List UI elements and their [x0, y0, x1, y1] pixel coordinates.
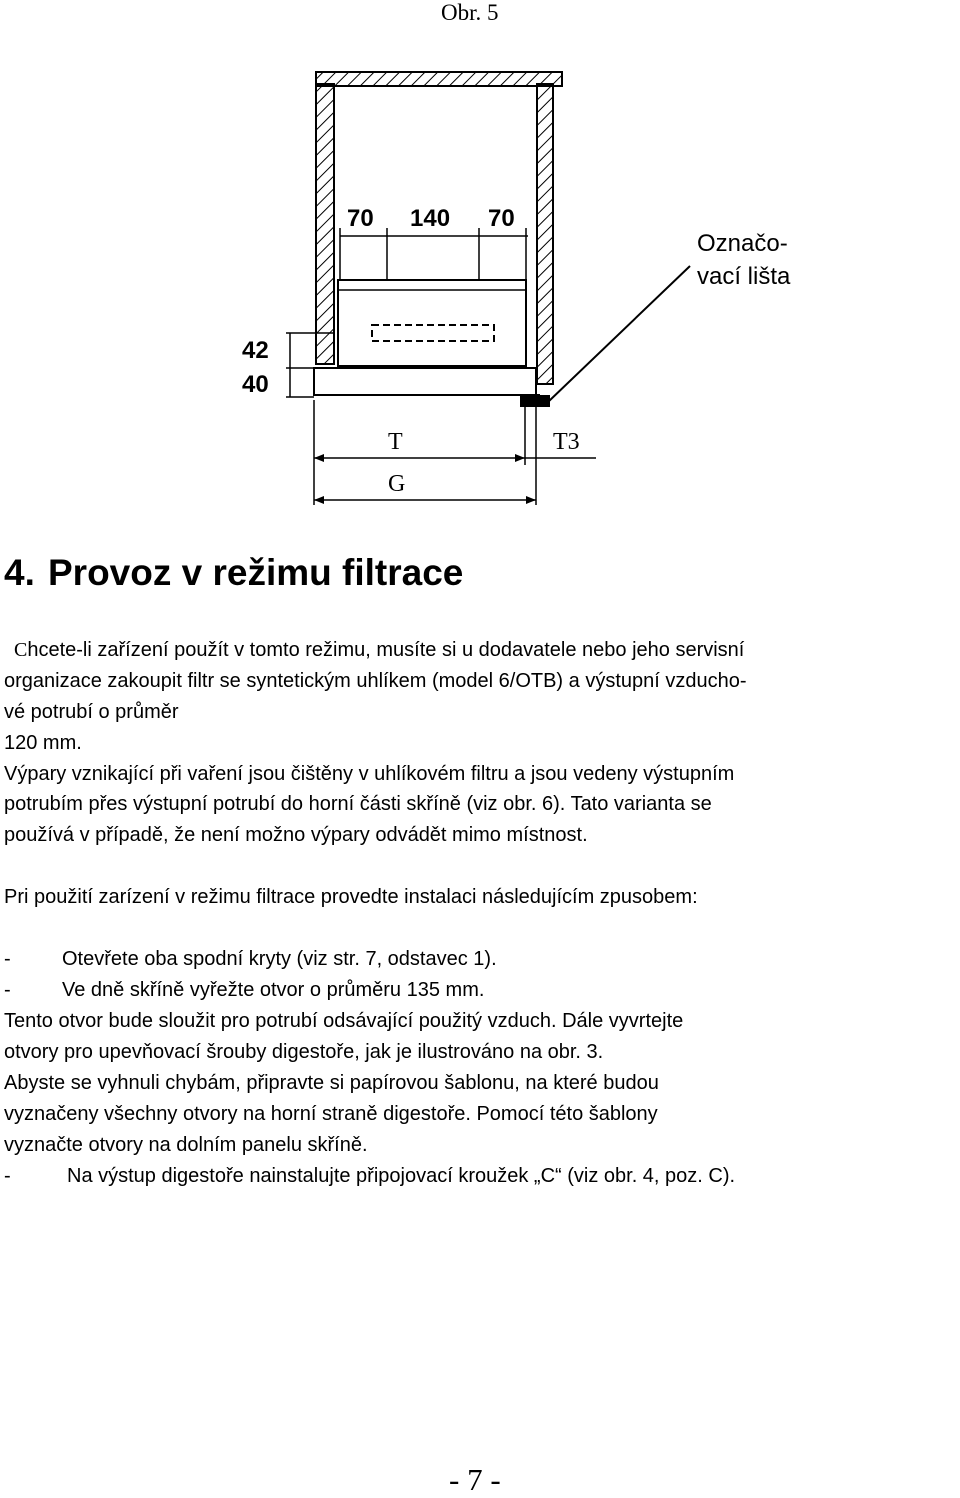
list-item-2: [4, 975, 484, 1006]
list-dash: -: [4, 1165, 11, 1187]
paragraph-2-line-1: Výpary vznikající při vaření jsou čištěny v uhlíkovém filtru a jsou vedeny výstupním: [4, 763, 735, 785]
dimension-top-left: 70: [347, 205, 374, 232]
section-number: 4.: [4, 552, 35, 593]
paragraph-1-line-4: 120 mm.: [4, 732, 82, 754]
paragraph-3: Pri použití zarízení v režimu filtrace provedte instalaci následujícím zpusobem:: [4, 886, 698, 908]
paragraph-4-line-2: otvory pro upevňovací šrouby digestoře, jak je ilustrováno na obr. 3.: [4, 1041, 604, 1063]
dimension-top-right: 70: [488, 205, 515, 232]
dimension-t-label: T: [388, 429, 403, 455]
marker-strip-label-line2: vací lišta: [697, 263, 791, 290]
list-text: Otevřete oba spodní kryty (viz str. 7, odstavec 1).: [62, 948, 497, 970]
list-text: Ve dně skříně vyřežte otvor o průměru 135 mm.: [62, 979, 485, 1001]
list-dash: -: [4, 948, 11, 970]
hood-body: [314, 280, 550, 407]
figure-caption: Obr. 5: [441, 0, 499, 25]
marker-strip-leader-line: [548, 266, 690, 402]
section-heading: [4, 552, 463, 594]
paragraph-5-line-3: vyznačte otvory na dolním panelu skříně.: [4, 1134, 368, 1156]
marker-strip-label: [697, 227, 817, 293]
dimension-top-middle: 140: [410, 205, 451, 232]
top-dimension-line: [340, 228, 528, 280]
page-number: - 7 -: [449, 1462, 501, 1497]
dimension-left-upper: 42: [242, 337, 269, 364]
paragraph-4-line-1: Tento otvor bude sloužit pro potrubí odsávající použitý vzduch. Dále vyvrtejte: [4, 1010, 684, 1032]
paragraph-text: hcete-li zařízení použít v tomto režimu, musíte si u dodavatele nebo jeho servisní: [27, 639, 745, 661]
dimension-left-lower: 40: [242, 371, 269, 398]
paragraph-1-line-3: vé potrubí o průměr: [4, 701, 179, 723]
drop-letter: C: [14, 639, 28, 661]
paragraph-2-line-2: potrubím přes výstupní potrubí do horní části skříně (viz obr. 6). Tato varianta se: [4, 793, 712, 815]
list-item-3: [4, 1161, 735, 1192]
list-item-1: [4, 944, 497, 975]
paragraph-5-line-1: Abyste se vyhnuli chybám, připravte si papírovou šablonu, na které budou: [4, 1072, 659, 1094]
paragraph-5-line-2: vyznačeny všechny otvory na horní straně digestoře. Pomocí této šablony: [4, 1103, 658, 1125]
paragraph-1-line-2: organizace zakoupit filtr se syntetickým uhlíkem (model 6/OTB) a výstupní vzducho-: [4, 670, 747, 692]
paragraph-1-line-1: [4, 635, 744, 666]
list-dash: -: [4, 979, 11, 1001]
section-title: Provoz v režimu filtrace: [48, 552, 464, 593]
list-text: Na výstup digestoře nainstalujte připojovací kroužek „C“ (viz obr. 4, poz. C).: [67, 1165, 736, 1187]
dimension-t3-label: T3: [553, 429, 580, 455]
marker-strip-label-line1: Označo-: [697, 230, 788, 257]
paragraph-2-line-3: používá v případě, že není možno výpary odvádět mimo místnost.: [4, 824, 588, 846]
dimension-g-label: G: [388, 471, 406, 497]
